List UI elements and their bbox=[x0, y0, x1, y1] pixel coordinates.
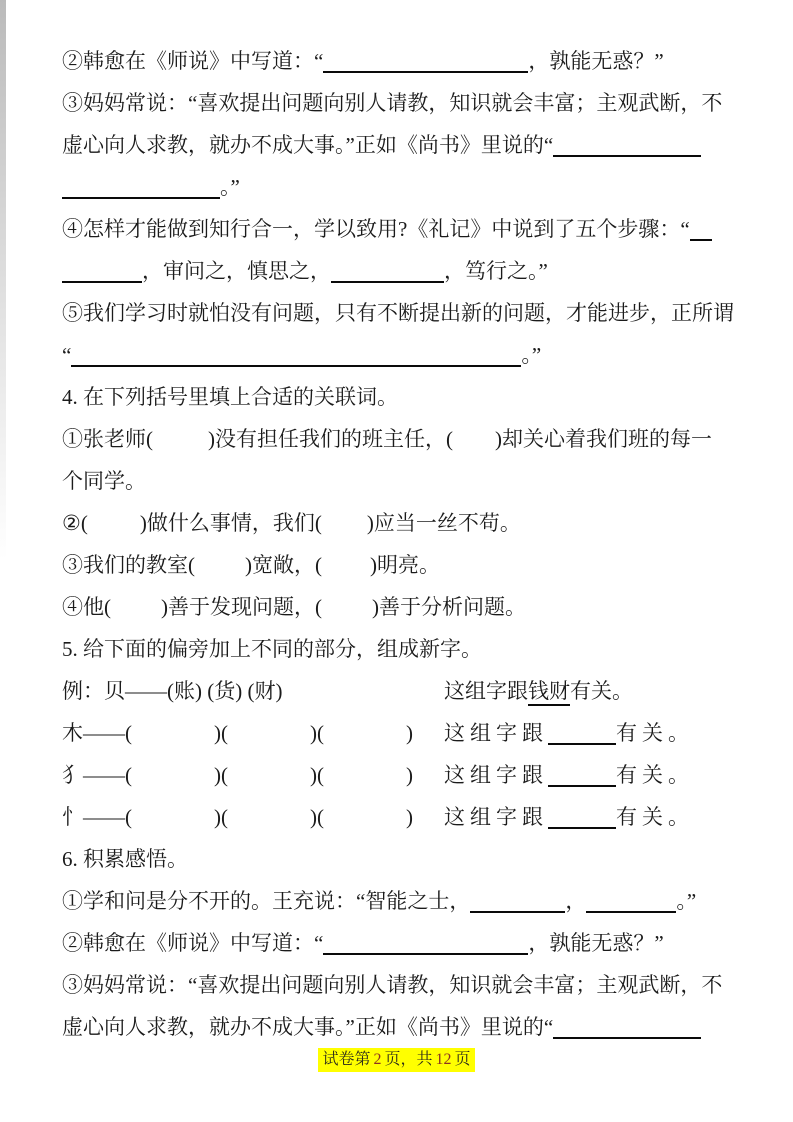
answer-blank bbox=[331, 281, 444, 283]
answer-blank bbox=[62, 197, 220, 199]
text-segment: )宽敞，( bbox=[245, 553, 322, 577]
text-segment: )( bbox=[310, 805, 324, 829]
document-lines bbox=[62, 40, 793, 1048]
text-segment: )( bbox=[310, 721, 324, 745]
text-line bbox=[62, 922, 793, 964]
text-segment: 例：贝——(账) (货) (财) bbox=[62, 679, 283, 703]
answer-blank bbox=[323, 953, 528, 955]
text-line bbox=[62, 880, 793, 922]
text-segment: ⑤我们学习时就怕没有问题，只有不断提出新的问题，才能进步，正所谓 bbox=[62, 301, 734, 325]
text-segment: 虚心向人求教，就办不成大事。”正如《尚书》里说的“ bbox=[62, 133, 554, 157]
text-segment: )应当一丝不苟。 bbox=[366, 511, 521, 535]
text-segment: ，笃行之。” bbox=[444, 259, 548, 283]
footer-page-number: 2 bbox=[373, 1051, 382, 1068]
text-line bbox=[62, 754, 793, 796]
text-segment: 有关。 bbox=[616, 721, 694, 745]
text-segment: )( bbox=[310, 763, 324, 787]
text-segment: 。” bbox=[676, 889, 697, 913]
underlined-text: 钱财 bbox=[528, 679, 570, 706]
text-segment: 个同学。 bbox=[62, 469, 146, 493]
answer-blank bbox=[690, 239, 712, 241]
text-segment: 这组字跟 bbox=[444, 805, 548, 829]
text-segment: ) bbox=[406, 805, 413, 829]
text-line bbox=[62, 670, 793, 712]
text-segment: )善于分析问题。 bbox=[372, 595, 526, 619]
footer-highlight bbox=[318, 1048, 474, 1072]
text-segment: ②( bbox=[62, 511, 88, 535]
text-segment: ，审问之，慎思之， bbox=[142, 259, 331, 283]
text-segment: ①学和问是分不开的。王充说：“智能之士， bbox=[62, 889, 471, 913]
text-line bbox=[62, 586, 793, 628]
text-line bbox=[62, 166, 793, 208]
text-segment: )( bbox=[214, 763, 228, 787]
tab-segment bbox=[444, 712, 694, 754]
text-line bbox=[62, 334, 793, 376]
answer-blank bbox=[586, 911, 676, 913]
text-segment: )没有担任我们的班主任，( bbox=[208, 427, 453, 451]
tab-segment bbox=[444, 754, 694, 796]
text-segment: 这组字跟 bbox=[444, 721, 548, 745]
text-segment: )善于发现问题，( bbox=[161, 595, 322, 619]
text-segment: ③我们的教室( bbox=[62, 553, 195, 577]
text-segment: 木——( bbox=[62, 721, 132, 745]
text-line bbox=[62, 502, 793, 544]
text-line bbox=[62, 124, 793, 166]
text-segment: 5. 给下面的偏旁加上不同的部分，组成新字。 bbox=[62, 637, 482, 661]
text-segment: 6. 积累感悟。 bbox=[62, 847, 188, 871]
text-line bbox=[62, 712, 793, 754]
text-segment: ③妈妈常说：“喜欢提出问题向别人请教，知识就会丰富；主观武断，不 bbox=[62, 973, 723, 997]
text-line bbox=[62, 1006, 793, 1048]
text-line bbox=[62, 40, 793, 82]
answer-blank bbox=[548, 743, 616, 745]
answer-blank bbox=[553, 155, 701, 157]
text-segment: ②韩愈在《师说》中写道：“ bbox=[62, 931, 324, 955]
text-segment: ，孰能无惑？” bbox=[528, 49, 664, 73]
text-segment: ①张老师( bbox=[62, 427, 153, 451]
footer-text-suffix: 页 bbox=[454, 1051, 471, 1068]
text-segment: )却关心着我们班的每一 bbox=[495, 427, 712, 451]
text-line bbox=[62, 964, 793, 1006]
text-segment: 虚心向人求教，就办不成大事。”正如《尚书》里说的“ bbox=[62, 1015, 554, 1039]
text-segment: 这组字跟 bbox=[444, 763, 548, 787]
footer-text-prefix: 试卷第 bbox=[322, 1051, 371, 1068]
text-segment: 4. 在下列括号里填上合适的关联词。 bbox=[62, 385, 398, 409]
page-footer bbox=[0, 1048, 793, 1072]
text-segment: ②韩愈在《师说》中写道：“ bbox=[62, 49, 324, 73]
text-line bbox=[62, 838, 793, 880]
text-segment: )( bbox=[214, 805, 228, 829]
text-segment: ④他( bbox=[62, 595, 111, 619]
text-segment: )( bbox=[214, 721, 228, 745]
tab-segment bbox=[444, 670, 633, 712]
text-segment: ，孰能无惑？” bbox=[528, 931, 664, 955]
answer-blank bbox=[548, 785, 616, 787]
answer-blank bbox=[553, 1037, 701, 1039]
text-segment: ， bbox=[565, 889, 587, 913]
answer-blank bbox=[71, 365, 521, 367]
text-line bbox=[62, 376, 793, 418]
text-segment: 有关。 bbox=[570, 679, 633, 703]
text-segment: ) bbox=[406, 721, 413, 745]
text-line bbox=[62, 208, 793, 250]
text-line bbox=[62, 82, 793, 124]
text-segment: )做什么事情，我们( bbox=[139, 511, 322, 535]
text-segment: 这组字跟 bbox=[444, 679, 528, 703]
text-segment: 。” bbox=[220, 175, 240, 199]
answer-blank bbox=[323, 71, 528, 73]
text-line bbox=[62, 418, 793, 460]
tab-segment bbox=[444, 796, 694, 838]
text-line bbox=[62, 628, 793, 670]
answer-blank bbox=[548, 827, 616, 829]
text-segment: ④怎样才能做到知行合一，学以致用?《礼记》中说到了五个步骤：“ bbox=[62, 217, 690, 241]
text-segment: 有关。 bbox=[616, 805, 694, 829]
answer-blank bbox=[62, 281, 142, 283]
text-segment: ③妈妈常说：“喜欢提出问题向别人请教，知识就会丰富；主观武断，不 bbox=[62, 91, 723, 115]
text-segment: )明亮。 bbox=[370, 553, 440, 577]
text-line bbox=[62, 460, 793, 502]
footer-text-mid: 页，共 bbox=[384, 1051, 433, 1068]
text-line bbox=[62, 544, 793, 586]
text-segment: 犭——( bbox=[62, 763, 132, 787]
text-segment: 有关。 bbox=[616, 763, 694, 787]
text-line bbox=[62, 250, 793, 292]
text-segment: 。” bbox=[521, 343, 542, 367]
text-segment: “ bbox=[62, 343, 72, 367]
footer-total-pages: 12 bbox=[435, 1051, 452, 1068]
text-line bbox=[62, 796, 793, 838]
text-segment: ) bbox=[406, 763, 413, 787]
text-segment: 忄——( bbox=[62, 805, 132, 829]
text-line bbox=[62, 292, 793, 334]
answer-blank bbox=[470, 911, 565, 913]
